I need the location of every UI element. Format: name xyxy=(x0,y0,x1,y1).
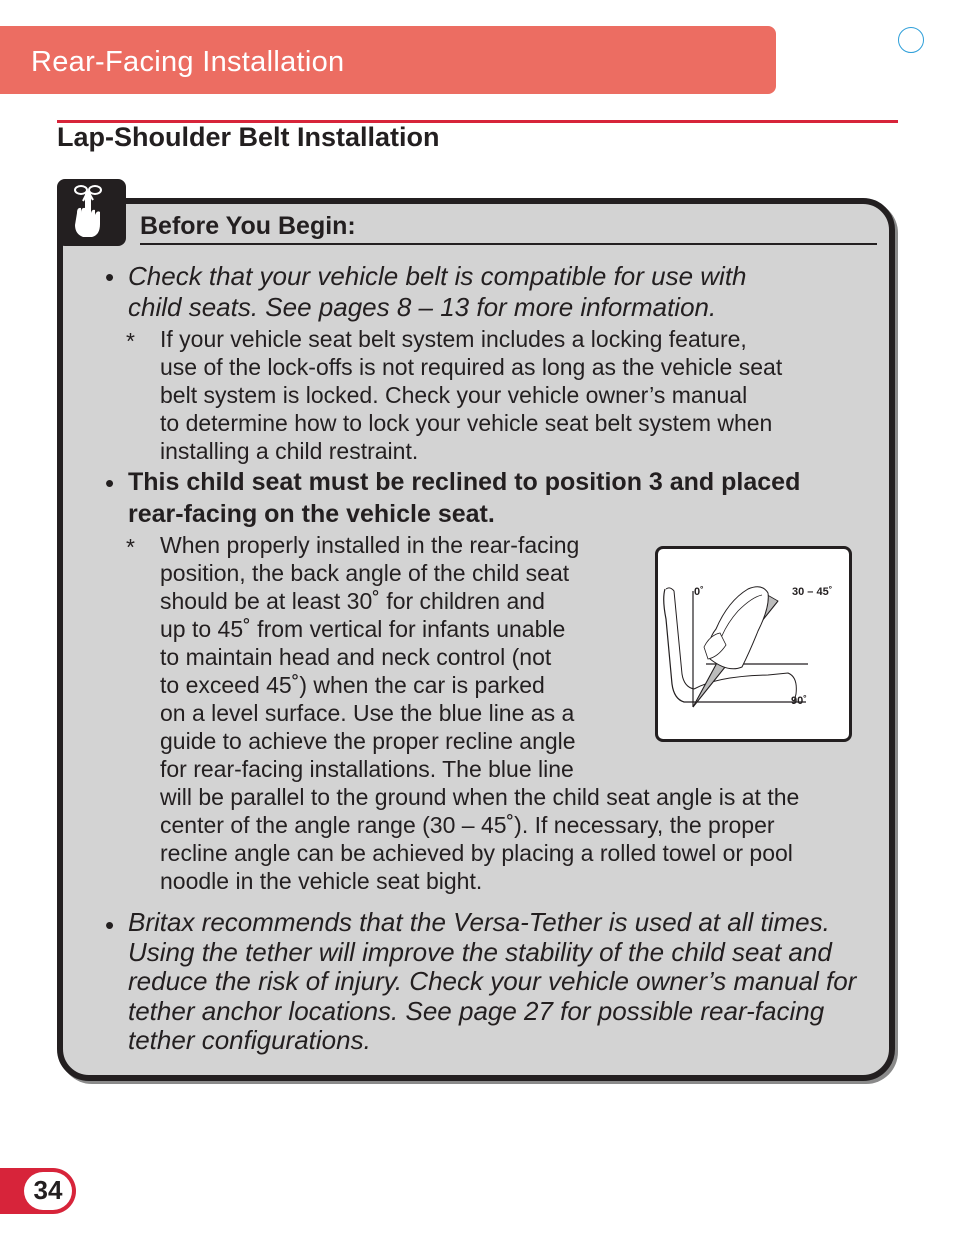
text-line: tether anchor locations. See page 27 for possible rear-facing xyxy=(128,995,825,1026)
item-1-note xyxy=(160,325,782,465)
text-line: noodle in the vehicle seat bight. xyxy=(160,868,483,894)
text-line: installing a child restraint. xyxy=(160,438,419,464)
text-line: If your vehicle seat belt system includes a locking feature, xyxy=(160,326,747,352)
text-line: up to 45˚ from vertical for infants unable xyxy=(160,616,566,642)
text-line: to determine how to lock your vehicle seat belt system when xyxy=(160,410,773,436)
text-line: to exceed 45˚) when the car is parked xyxy=(160,672,545,698)
item-3-text xyxy=(128,908,856,1056)
text-line: Britax recommends that the Versa-Tether is used at all times. xyxy=(128,907,830,937)
text-line: for rear-facing installations. The blue line xyxy=(160,756,574,782)
diagram-label-90: 90˚ xyxy=(791,695,807,707)
text-line: Using the tether will improve the stability of the child seat and xyxy=(128,936,832,967)
text-line: rear-facing on the vehicle seat. xyxy=(128,500,495,528)
text-line: center of the angle range (30 – 45˚). If necessary, the proper xyxy=(160,812,775,838)
bullet: • xyxy=(105,468,115,498)
text-line: recline angle can be achieved by placing a rolled towel or pool xyxy=(160,840,793,866)
diagram-label-range: 30 – 45˚ xyxy=(792,586,833,598)
text-line: child seats. See pages 8 – 13 for more information. xyxy=(128,292,717,322)
text-line: position, the back angle of the child seat xyxy=(160,560,570,586)
item-1-text xyxy=(128,261,747,323)
text-line: belt system is locked. Check your vehicle owner’s manual xyxy=(160,382,748,408)
section-title: Lap-Shoulder Belt Installation xyxy=(57,122,440,152)
text-line: reduce the risk of injury. Check your vehicle owner’s manual for xyxy=(128,966,857,996)
item-2-text xyxy=(128,466,800,530)
bullet: • xyxy=(105,262,115,292)
diagram-label-0: 0˚ xyxy=(694,586,704,598)
text-line: This child seat must be reclined to position 3 and placed xyxy=(128,468,801,496)
text-line: When properly installed in the rear-facing xyxy=(160,532,580,558)
page-number: 34 xyxy=(33,1175,63,1205)
before-you-begin-heading: Before You Begin: xyxy=(140,212,356,240)
text-line: on a level surface. Use the blue line as a xyxy=(160,700,575,726)
recline-angle-diagram xyxy=(655,546,852,742)
header-title: Rear-Facing Installation xyxy=(31,46,345,78)
text-line: Check that your vehicle belt is compatible for use with xyxy=(128,261,747,291)
text-line: use of the lock-offs is not required as long as the vehicle seat xyxy=(160,354,783,380)
bullet: • xyxy=(105,910,115,940)
heading-rule xyxy=(140,243,877,245)
text-line: guide to achieve the proper recline angle xyxy=(160,728,576,754)
registration-circle-icon xyxy=(898,27,924,53)
text-line: will be parallel to the ground when the child seat angle is at the xyxy=(160,784,800,810)
text-line: to maintain head and neck control (not xyxy=(160,644,552,670)
asterisk: * xyxy=(126,328,135,354)
reminder-finger-icon xyxy=(57,179,126,246)
text-line: should be at least 30˚ for children and xyxy=(160,588,545,614)
text-line: tether configurations. xyxy=(128,1025,371,1055)
asterisk: * xyxy=(126,534,135,560)
